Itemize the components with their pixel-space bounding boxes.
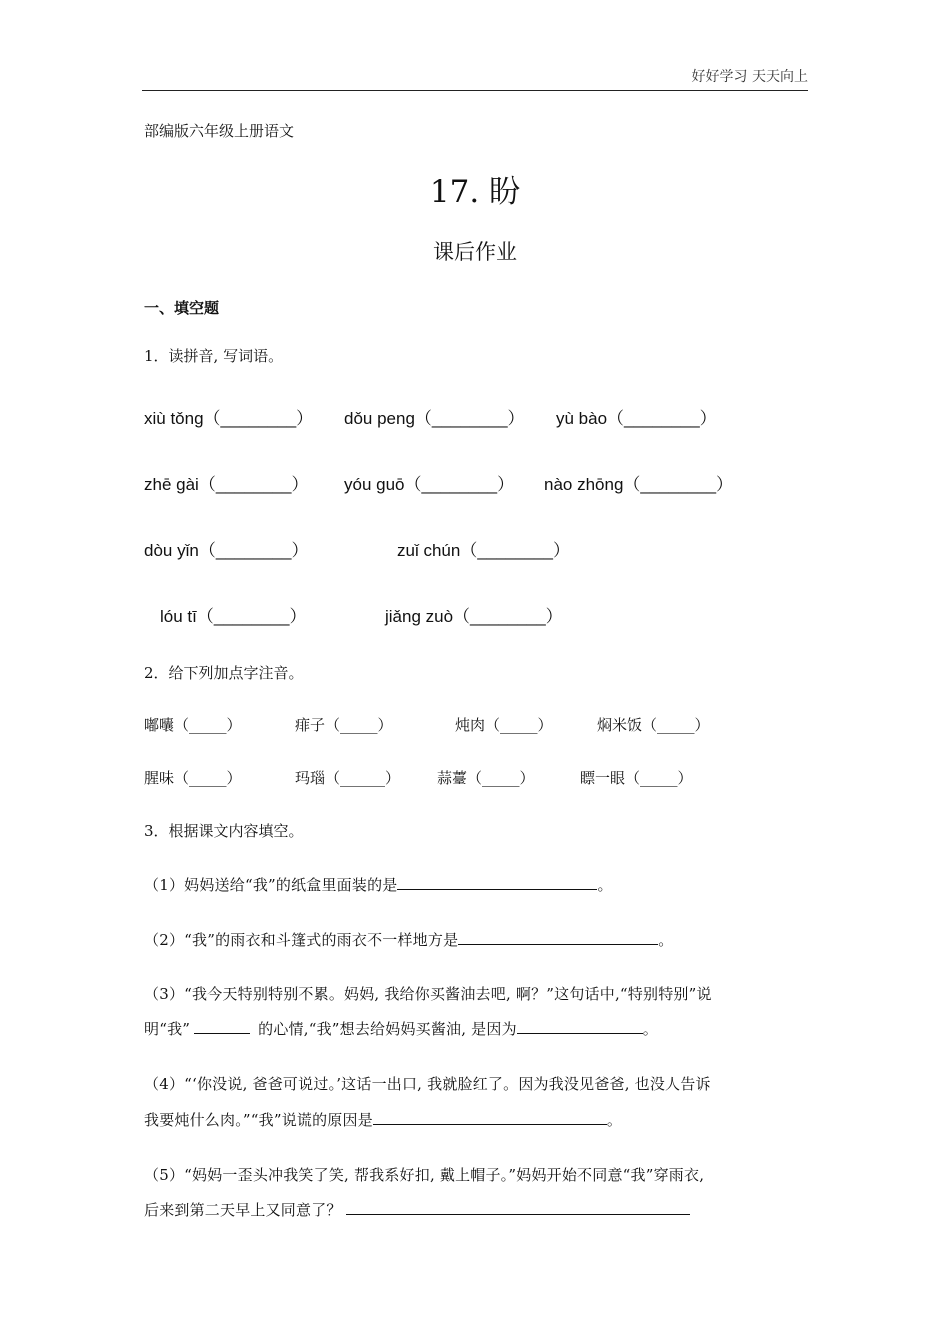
phonetic-item: 焖米饭（_____）: [597, 716, 710, 734]
fill-sentence-4-line-1: （4）“‘你没说, 爸爸可说过。’这话一出口, 我就脸红了。因为我没见爸爸, 也没人告诉: [144, 1075, 711, 1093]
answer-blank[interactable]: [397, 875, 597, 890]
answer-blank[interactable]: [194, 1019, 250, 1034]
phonetic-item: 瞟一眼（_____）: [580, 769, 693, 787]
phonetic-item: 蒜薹（_____）: [437, 769, 535, 787]
phonetic-item: 炖肉（_____）: [455, 716, 553, 734]
question-1-prompt: 1．读拼音, 写词语。: [144, 347, 284, 365]
fill-sentence-5-line-2: 后来到第二天早上又同意了？: [144, 1199, 690, 1220]
fill-sentence-3-line-2: 明“我” 的心情,“我”想去给妈妈买酱油, 是因为 。: [144, 1020, 658, 1038]
page-subtitle: 课后作业: [433, 240, 517, 264]
header-slogan: 好好学习 天天向上: [691, 69, 808, 85]
question-2-prompt: 2．给下列加点字注音。: [144, 664, 304, 682]
fill-sentence-5-line-1: （5）“妈妈一歪头冲我笑了笑, 帮我系好扣, 戴上帽子。”妈妈开始不同意“我”穿雨衣,: [144, 1166, 705, 1184]
pinyin-item: nào zhōng（________）: [544, 475, 734, 494]
answer-blank[interactable]: [346, 1200, 690, 1215]
fill-sentence-3-line-1: （3）“我今天特别特别不累。妈妈, 我给你买酱油去吧, 啊？”这句话中,“特别特别”说: [144, 985, 712, 1003]
phonetic-item: 玛瑙（______）: [295, 769, 401, 787]
pinyin-item: jiǎng zuò（________）: [385, 607, 563, 626]
question-3-prompt: 3．根据课文内容填空。: [144, 822, 304, 840]
phonetic-item: 腥味（_____）: [144, 769, 242, 787]
header-rule: [142, 90, 808, 91]
answer-blank[interactable]: [373, 1110, 607, 1125]
answer-blank[interactable]: [517, 1019, 643, 1034]
answer-blank[interactable]: [458, 930, 658, 945]
pinyin-item: yù bào（________）: [556, 409, 717, 428]
pinyin-item: zuǐ chún（________）: [397, 541, 570, 560]
phonetic-item: 嘟囔（_____）: [144, 716, 242, 734]
fill-sentence-4-line-2: 我要炖什么肉。”“我”说谎的原因是 。: [144, 1111, 623, 1129]
phonetic-item: 痱子（_____）: [295, 716, 393, 734]
pinyin-item: dǒu peng（________）: [344, 409, 525, 428]
section-heading: 一、填空题: [144, 299, 220, 317]
fill-sentence-1: （1）妈妈送给“我”的纸盒里面装的是 。: [144, 876, 613, 894]
pinyin-item: zhē gài（________）: [144, 475, 309, 494]
pinyin-item: lóu tī（________）: [160, 607, 307, 626]
fill-sentence-2: （2）“我”的雨衣和斗篷式的雨衣不一样地方是 。: [144, 931, 674, 949]
pinyin-item: dòu yǐn（________）: [144, 541, 309, 560]
series-label: 部编版六年级上册语文: [144, 122, 295, 140]
pinyin-item: yóu guō（________）: [344, 475, 515, 494]
pinyin-item: xiù tǒng（________）: [144, 409, 314, 428]
page-title: 17. 盼: [429, 174, 521, 210]
